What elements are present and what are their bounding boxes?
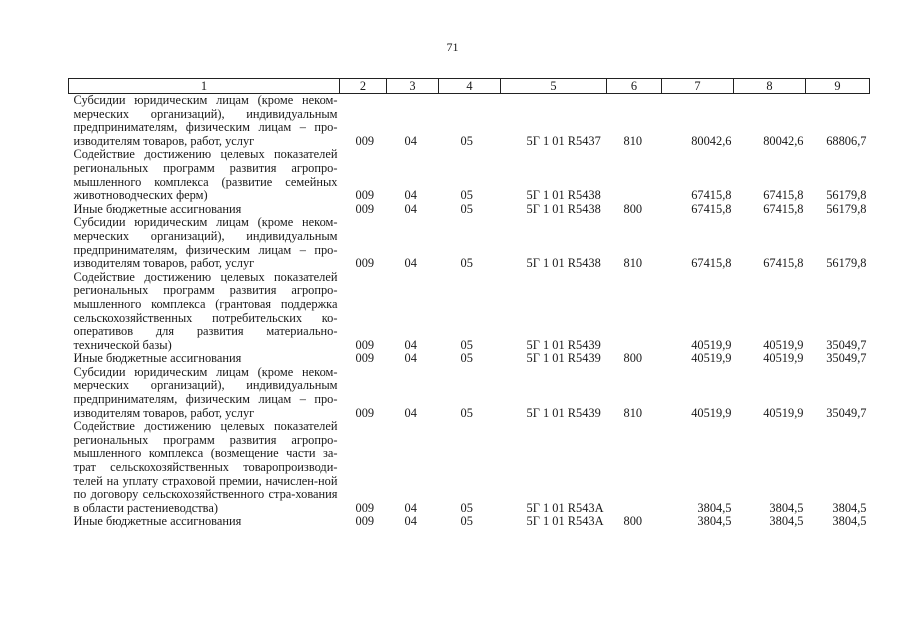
row-grbs-code: 009 — [355, 188, 375, 203]
page-number: 71 — [446, 40, 459, 54]
row-section-code: 04 — [404, 201, 417, 216]
table-row — [69, 94, 870, 149]
budget-table — [68, 78, 870, 529]
row-value-col7: 40519,9 — [691, 351, 732, 366]
row-name: Субсидии юридическим лицам (кроме неком-мерческих организаций), индивидуальным предпринимателям, физическим лицам – про-изводителям товаров, работ, услуг — [73, 364, 338, 420]
row-target-article: 5Г 1 01 R5439 — [526, 405, 601, 420]
column-header-3: 3 — [387, 79, 439, 94]
row-grbs-code: 009 — [355, 514, 375, 529]
row-section-code: 04 — [404, 188, 417, 203]
row-expense-type: 800 — [623, 201, 643, 216]
row-subsection-code: 05 — [460, 500, 473, 515]
row-value-col9: 56179,8 — [826, 188, 867, 203]
row-grbs-code: 009 — [355, 256, 375, 271]
row-section-code: 04 — [404, 256, 417, 271]
table-row — [69, 366, 870, 420]
row-subsection-code: 05 — [460, 337, 473, 352]
column-header-5: 5 — [501, 79, 607, 94]
row-value-col9: 56179,8 — [826, 201, 867, 216]
row-value-col9: 35049,7 — [826, 337, 867, 352]
row-name: Иные бюджетные ассигнования — [73, 351, 242, 366]
column-header-7: 7 — [662, 79, 734, 94]
column-header-9: 9 — [806, 79, 870, 94]
row-expense-type: 810 — [623, 405, 643, 420]
row-section-code: 04 — [404, 514, 417, 529]
column-header-8: 8 — [734, 79, 806, 94]
row-grbs-code: 009 — [355, 201, 375, 216]
row-name: Субсидии юридическим лицам (кроме неком-мерческих организаций), индивидуальным предпринимателям, физическим лицам – про-изводителям товаров, работ, услуг — [73, 215, 338, 271]
row-target-article: 5Г 1 01 R5438 — [526, 256, 601, 271]
row-section-code: 04 — [404, 351, 417, 366]
row-value-col9: 3804,5 — [832, 514, 867, 529]
row-value-col7: 3804,5 — [697, 514, 732, 529]
table-row — [69, 515, 870, 529]
row-target-article: 5Г 1 01 R5438 — [526, 188, 601, 203]
row-value-col9: 68806,7 — [826, 133, 867, 148]
table-row — [69, 216, 870, 270]
row-value-col9: 35049,7 — [826, 405, 867, 420]
row-target-article: 5Г 1 01 R5438 — [526, 201, 601, 216]
row-target-article: 5Г 1 01 R543A — [526, 500, 604, 515]
table-row — [69, 271, 870, 353]
row-name: Иные бюджетные ассигнования — [73, 514, 242, 529]
column-header-4: 4 — [439, 79, 501, 94]
table-row — [69, 352, 870, 366]
row-expense-type — [607, 148, 662, 202]
row-subsection-code: 05 — [460, 256, 473, 271]
row-value-col8: 3804,5 — [769, 514, 804, 529]
row-name: Субсидии юридическим лицам (кроме неком-мерческих организаций), индивидуальным предпринимателям, физическим лицам – про-изводителям товаров, работ, услуг — [73, 93, 338, 148]
row-name: Содействие достижению целевых показателей региональных программ развития агропро-мышленного комплекса (грантовая поддержка сельскохозяйственных потребительских ко-оперативов для развития материально-технической базы) — [73, 269, 338, 352]
row-section-code: 04 — [404, 405, 417, 420]
row-section-code: 04 — [404, 337, 417, 352]
row-target-article: 5Г 1 01 R543A — [526, 514, 604, 529]
row-value-col8: 40519,9 — [763, 351, 804, 366]
row-name: Содействие достижению целевых показателей региональных программ развития агропро-мышленного комплекса (возмещение части за-трат сельскохозяйственных товаропроизводи-телей на уплату страховой премии, начислен-ной по договору сельскохозяйственного стра-хования в области растениеводства) — [73, 419, 338, 515]
row-expense-type: 800 — [623, 351, 643, 366]
row-name: Иные бюджетные ассигнования — [73, 201, 242, 216]
row-value-col7: 67415,8 — [691, 201, 732, 216]
row-value-col7: 67415,8 — [691, 188, 732, 203]
table-row — [69, 420, 870, 515]
row-value-col9: 56179,8 — [826, 256, 867, 271]
row-subsection-code: 05 — [460, 351, 473, 366]
row-subsection-code: 05 — [460, 133, 473, 148]
row-name: Содействие достижению целевых показателей региональных программ развития агропро-мышленного комплекса (развитие семейных животноводческих ферм) — [73, 147, 338, 203]
row-target-article: 5Г 1 01 R5439 — [526, 337, 601, 352]
row-subsection-code: 05 — [460, 514, 473, 529]
row-section-code: 04 — [404, 133, 417, 148]
row-subsection-code: 05 — [460, 201, 473, 216]
row-value-col8: 67415,8 — [763, 256, 804, 271]
column-header-2: 2 — [340, 79, 387, 94]
column-header-6: 6 — [607, 79, 662, 94]
row-grbs-code: 009 — [355, 405, 375, 420]
header-row — [69, 79, 870, 94]
row-target-article: 5Г 1 01 R5437 — [526, 133, 601, 148]
row-value-col8: 40519,9 — [763, 337, 804, 352]
row-expense-type: 800 — [623, 514, 643, 529]
table-row — [69, 203, 870, 217]
row-grbs-code: 009 — [355, 351, 375, 366]
row-subsection-code: 05 — [460, 188, 473, 203]
row-target-article: 5Г 1 01 R5439 — [526, 351, 601, 366]
row-expense-type — [607, 271, 662, 353]
row-value-col7: 67415,8 — [691, 256, 732, 271]
row-subsection-code: 05 — [460, 405, 473, 420]
row-value-col8: 3804,5 — [769, 500, 804, 515]
row-expense-type: 810 — [623, 133, 643, 148]
row-value-col7: 3804,5 — [697, 500, 732, 515]
row-value-col8: 67415,8 — [763, 188, 804, 203]
row-grbs-code: 009 — [355, 133, 375, 148]
row-expense-type — [607, 420, 662, 515]
row-value-col8: 80042,6 — [763, 133, 804, 148]
table-body — [69, 94, 870, 530]
row-value-col8: 40519,9 — [763, 405, 804, 420]
row-value-col9: 3804,5 — [832, 500, 867, 515]
table-row — [69, 148, 870, 202]
row-grbs-code: 009 — [355, 337, 375, 352]
row-section-code: 04 — [404, 500, 417, 515]
row-expense-type: 810 — [623, 256, 643, 271]
row-value-col8: 67415,8 — [763, 201, 804, 216]
row-value-col7: 40519,9 — [691, 405, 732, 420]
column-header-1: 1 — [69, 79, 340, 94]
row-grbs-code: 009 — [355, 500, 375, 515]
row-value-col7: 40519,9 — [691, 337, 732, 352]
row-value-col9: 35049,7 — [826, 351, 867, 366]
row-value-col7: 80042,6 — [691, 133, 732, 148]
